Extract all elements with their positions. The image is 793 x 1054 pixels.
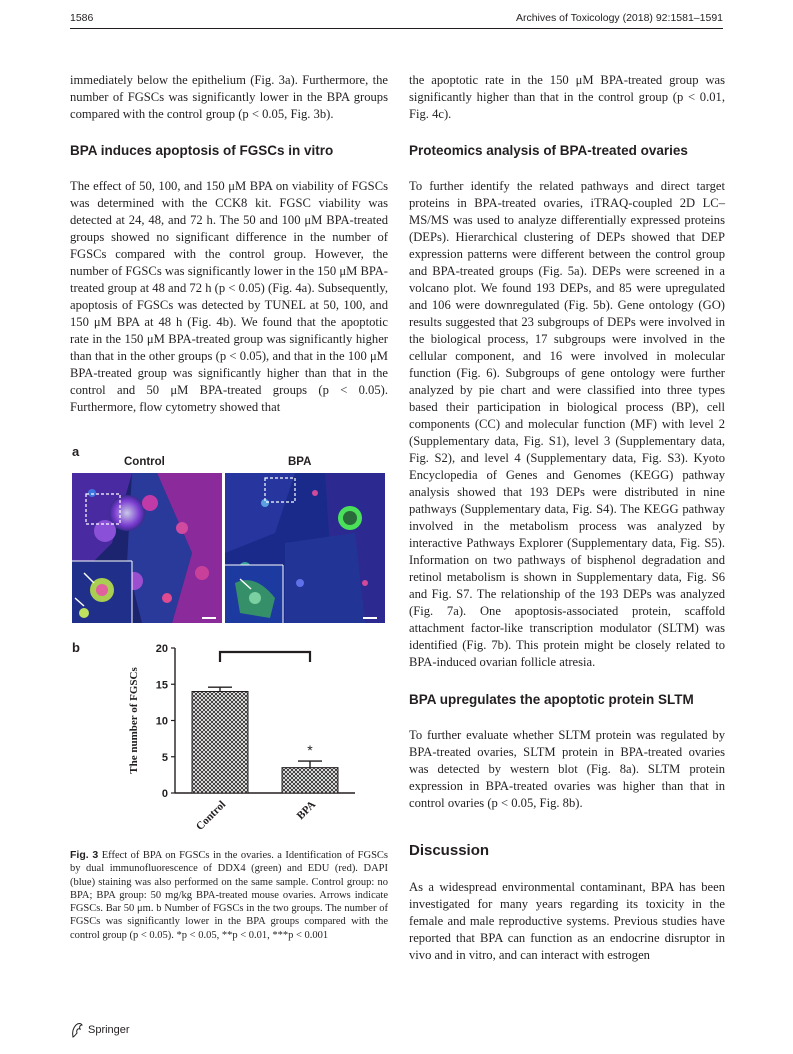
panel-b-label: b bbox=[72, 640, 80, 655]
right-paragraph-1: the apoptotic rate in the 150 μM BPA-treated group was significantly higher than that in the control group (p < 0.01, Fig. 4c). bbox=[409, 73, 725, 121]
left-paragraph-2: The effect of 50, 100, and 150 μM BPA on viability of FGSCs was determined with the CCK8 kit. FGSC viability was detected at 24, 48, and 72 h. The 50 and 100 μM BPA-treated groups showed no significant difference in the number of FGSCs compared with the control group. However, the number of FGSCs was significantly lower in the 150 μM BPA-treated group at 48 and 72 h (p < 0.05) (Fig. 4a). Subsequently, apoptosis of FGSCs was detected by TUNEL at 50, 100, and 150 μM BPA at 48 h (Fig. 4b). We found that the apoptotic rate in the 150 μM BPA-treated group was significantly higher than that in the other groups (p < 0.05), and that in the 100 μM BPA-treated group was significantly higher than that in the control and 50 μM BPA-treated groups (p < 0.05). Furthermore, flow cytometry showed that bbox=[70, 179, 388, 414]
fgsc-bar-chart bbox=[100, 638, 390, 838]
left-column bbox=[70, 72, 388, 416]
x-tick-label-bpa: BPA bbox=[294, 798, 319, 823]
springer-horse-icon bbox=[70, 1022, 84, 1038]
control-micrograph bbox=[72, 473, 222, 623]
section-heading-discussion: Discussion bbox=[409, 842, 490, 859]
section-heading-proteomics: Proteomics analysis of BPA-treated ovaries bbox=[409, 143, 688, 158]
right-column bbox=[409, 72, 725, 964]
y-tick-label-0: 0 bbox=[161, 788, 168, 800]
publisher-name: Springer bbox=[88, 1024, 130, 1036]
header-rule bbox=[70, 28, 723, 29]
x-tick-label-control: Control bbox=[193, 798, 229, 833]
right-paragraph-2: To further identify the related pathways and direct target proteins in BPA-treated ovaries, iTRAQ-coupled 2D LC–MS/MS was used to analyze differentially expressed proteins (DEPs). Hierarchical clustering of DEPs showed that DEP expression patterns were different between the control group and BPA-treated groups (Fig. 5a). DEPs were screened in a volcano plot. We found 193 DEPs, and 85 were upregulated and 106 were downregulated (Fig. 5b). Gene ontology (GO) results suggested that 23 subgroups of DEPs were involved in the biological process, 17 subgroups were involved in the cellular component, and 16 were involved in molecular function (Fig. 6). Subgroups of gene ontology were further analyzed by pie chart and were classified into three types based their participation in biological process (BP), cell components (CC) and molecular function (MF) with level 2 (Supplementary data, Fig. S1), level 3 (Supplementary data, Fig. S2), and level 4 (Supplementary data, Fig. S3). Kyoto Encyclopedia of Genes and Genomes (KEGG) pathway analysis showed that 193 DEPs were distributed in nine pathways (Supplementary data, Fig. S4). The KEGG pathway involved in the metabolism process was analyzed by interactive Pathways Explorer (Supplementary data, Fig. S5). Information on two pathways of bisphenol degradation and retinol metabolism is shown in Supplementary data, Fig. S6 and Fig. S7. The relationship of the 193 DEPs was analyzed (Fig. 7a). One apoptosis-associated protein, scaffold attachment factor-like transcription modulator (SLTM) was identified (Fig. 7b). This protein might be closely related to BPA-induced ovarian follicle atresia. bbox=[409, 179, 725, 669]
caption-label: Fig. 3 bbox=[70, 849, 99, 861]
section-heading-apoptosis: BPA induces apoptosis of FGSCs in vitro bbox=[70, 143, 334, 158]
right-paragraph-4: As a widespread environmental contaminant, BPA has been investigated for many years regarding its toxicity in the female and male reproductive systems. Previous studies have reported that BPA can function as an endocrine disruptor in vivo and in vitro, and can interact with estrogen bbox=[409, 880, 725, 962]
y-tick-label-4: 20 bbox=[155, 643, 168, 655]
bpa-micrograph bbox=[225, 473, 385, 623]
figure-caption bbox=[70, 849, 388, 942]
y-tick-label-2: 10 bbox=[155, 715, 168, 728]
y-axis-label: The number of FGSCs bbox=[128, 667, 140, 774]
left-paragraph-1: immediately below the epithelium (Fig. 3a). Furthermore, the number of FGSCs was significantly lower in the BPA groups compared with the control group (p < 0.05, Fig. 3b). bbox=[70, 73, 388, 121]
significance-star: * bbox=[307, 742, 313, 759]
page-number: 1586 bbox=[70, 12, 94, 24]
journal-citation: Archives of Toxicology (2018) 92:1581–1591 bbox=[515, 12, 723, 24]
bar-bpa bbox=[282, 768, 338, 793]
bar-control bbox=[192, 692, 248, 794]
control-label: Control bbox=[124, 456, 165, 468]
section-heading-sltm: BPA upregulates the apoptotic protein SLTM bbox=[409, 692, 694, 707]
bpa-label: BPA bbox=[288, 456, 312, 468]
right-paragraph-3: To further evaluate whether SLTM protein was regulated by BPA-treated ovaries, SLTM protein in BPA-treated ovaries was detected by western blot (Fig. 8a). SLTM protein expression in BPA-treated ovaries was higher than that in control ovaries (p < 0.05, Fig. 8b). bbox=[409, 728, 725, 810]
publisher-footer bbox=[70, 1022, 130, 1038]
significance-bracket bbox=[220, 652, 310, 662]
y-tick-label-1: 5 bbox=[161, 751, 168, 764]
panel-a-label: a bbox=[72, 444, 80, 459]
caption-text: Effect of BPA on FGSCs in the ovaries. a Identification of FGSCs by dual immunofluorescence of DDX4 (green) and EDU (red). DAPI (blue) staining was also performed on the same sample. Control group: no BPA; BPA group: 50 mg/kg BPA-treated mouse ovaries. Arrows indicate FGSCs. Bar 50 μm. b Number of FGSCs in the two groups. The number of FGSCs was significantly lower in the BPA groups compared with the control group (p < 0.05). *p < 0.05, **p < 0.01, ***p < 0.001 bbox=[70, 850, 388, 941]
figure-3 bbox=[70, 440, 390, 941]
y-tick-label-3: 15 bbox=[155, 679, 168, 692]
